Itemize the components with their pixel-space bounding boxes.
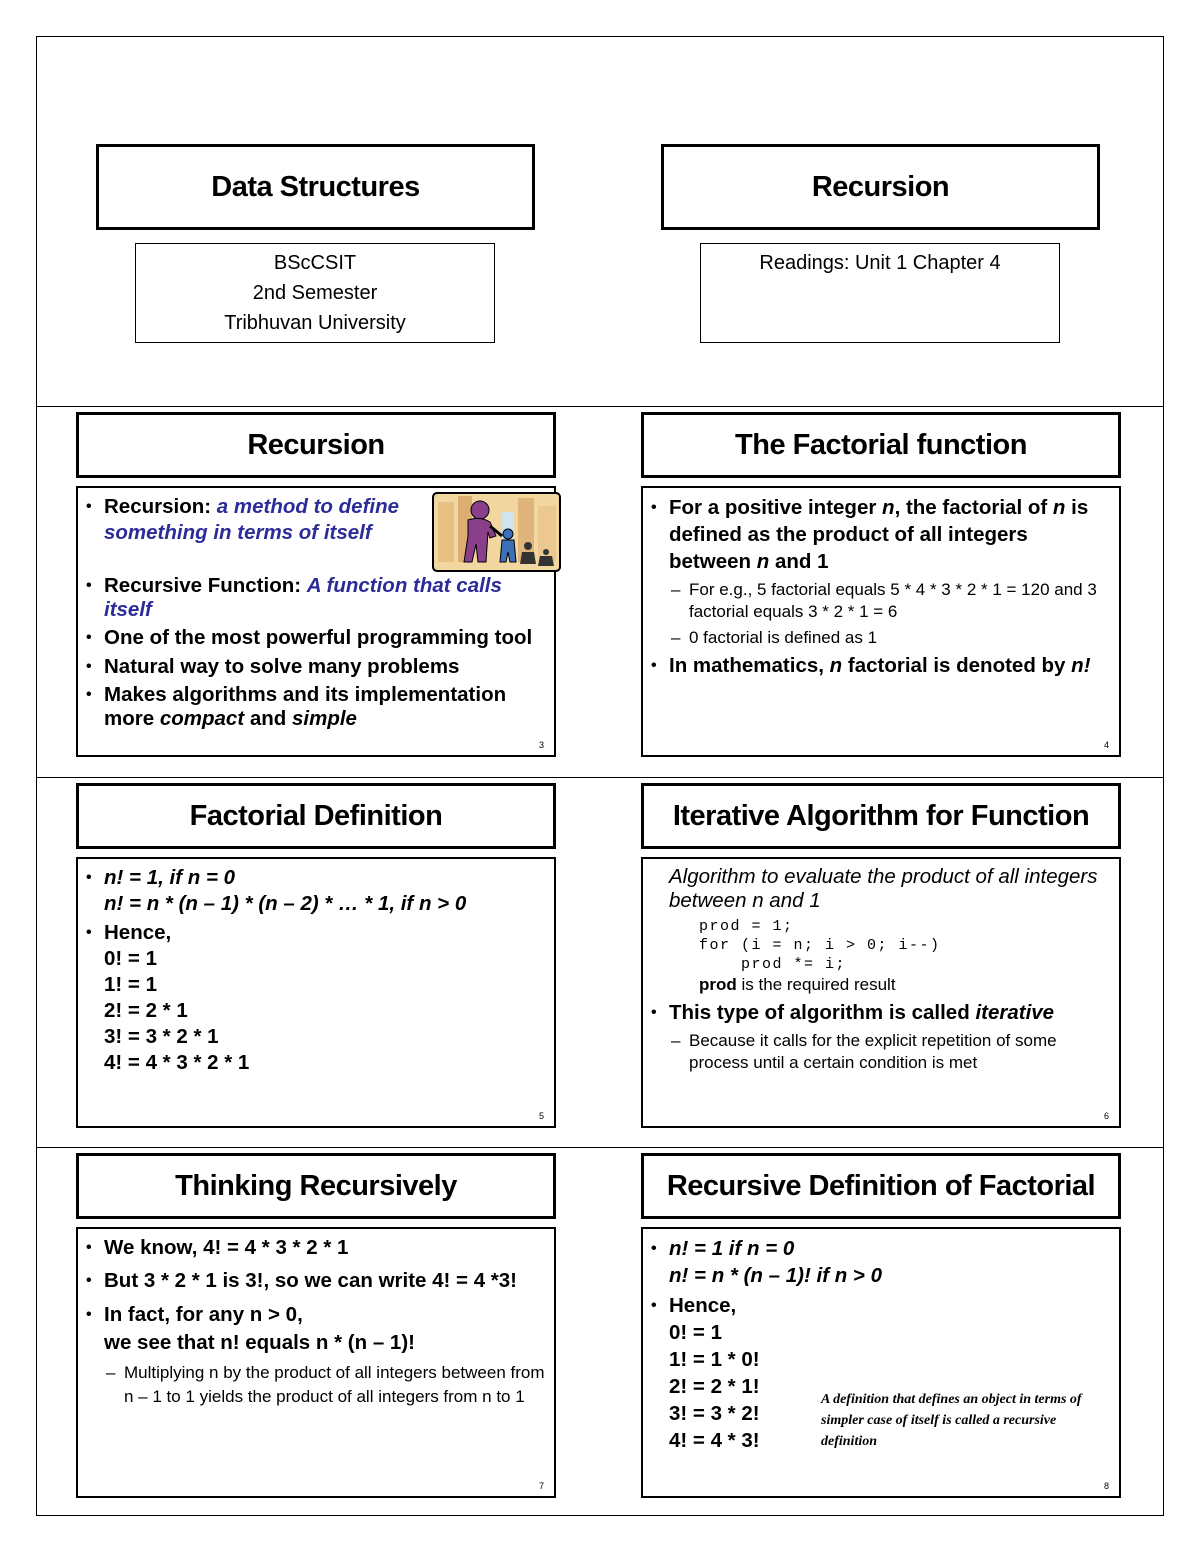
page-number: 8 xyxy=(1103,1481,1109,1491)
slide2-reading: Readings: Unit 1 Chapter 4 xyxy=(759,252,1001,274)
slide8-value: 1! = 1 * 0! xyxy=(669,1348,760,1371)
slide7-title: Thinking Recursively xyxy=(76,1153,556,1219)
slide6-bullet xyxy=(651,1000,1111,1026)
slide6-b1-a: This type of algorithm is called xyxy=(669,1001,970,1024)
slide1-line: BScCSIT xyxy=(273,252,357,274)
slide3-bullet: • Natural way to solve many problems xyxy=(86,654,546,680)
slide4-b2-n: n xyxy=(829,654,843,677)
slide5-value: 2! = 2 * 1 xyxy=(104,999,188,1022)
slide4-b1-b: , the factorial of xyxy=(894,496,1048,519)
slide6-sub1: – Because it calls for the explicit repetition of some process until a certain condition is met xyxy=(651,1030,1111,1074)
slide3-b5-c: and xyxy=(249,707,287,730)
slide7-bullet xyxy=(86,1301,546,1357)
slide5-content xyxy=(76,857,556,1128)
slide8-value: 2! = 2 * 1! xyxy=(669,1375,760,1398)
slide7-bullet: • We know, 4! = 4 * 3 * 2 * 1 xyxy=(86,1235,546,1261)
row-divider xyxy=(36,777,1164,778)
slide1-line: 2nd Semester xyxy=(252,282,378,304)
slide3-b1-text: a method to define something in terms of itself xyxy=(104,495,400,544)
slide7-bullet: • But 3 * 2 * 1 is 3!, so we can write 4! = 4 *3! xyxy=(86,1268,546,1294)
slide5-def2: n! = n * (n – 1) * (n – 2) * … * 1, if n > 0 xyxy=(104,892,467,915)
slide4-b1-n3: n xyxy=(756,550,770,573)
slide5-value: 3! = 3 * 2 * 1 xyxy=(104,1025,219,1048)
slide8-value: 0! = 1 xyxy=(669,1321,722,1344)
family-clipart-icon xyxy=(432,492,562,574)
slide7-b3-a: • In fact, for any n > 0, xyxy=(104,1303,303,1326)
slide1-line: Tribhuvan University xyxy=(224,312,406,334)
slide8-def2: n! = n * (n – 1)! if n > 0 xyxy=(669,1264,882,1287)
slide8-hence: • Hence, xyxy=(669,1294,737,1317)
slide3-b2-label: Recursive Function: xyxy=(104,574,302,597)
slide3-title: Recursion xyxy=(76,412,556,478)
slide4-b1-c: is defined as the product of all integers between xyxy=(669,496,1089,573)
slide5-value: 1! = 1 xyxy=(104,973,157,996)
slide2-subtitle-box xyxy=(700,243,1060,343)
page-number: 4 xyxy=(1103,740,1109,750)
slide3-b5-a: Makes algorithms and its implementation more xyxy=(104,683,507,730)
slide6-content xyxy=(641,857,1121,1128)
row-divider xyxy=(36,406,1164,407)
slide8-title: Recursive Definition of Factorial xyxy=(641,1153,1121,1219)
slide4-b1-n: n xyxy=(882,496,895,519)
slide2-title: Recursion xyxy=(661,144,1100,230)
code-line: prod *= i; xyxy=(699,956,847,973)
slide6-intro: Algorithm to evaluate the product of all integers between n and 1 xyxy=(669,865,1098,912)
slide3-b5-d: simple xyxy=(292,707,357,730)
slide7-b3-b: we see that n! equals n * (n – 1)! xyxy=(104,1331,415,1354)
slide4-b1-d: and 1 xyxy=(774,550,829,573)
slide4-b2-b: factorial is denoted by xyxy=(847,654,1066,677)
page-number: 5 xyxy=(538,1111,544,1121)
code-line: prod = 1; xyxy=(699,918,794,935)
slide6-code xyxy=(651,917,1111,974)
page-number: 7 xyxy=(538,1481,544,1491)
slide5-title: Factorial Definition xyxy=(76,783,556,849)
code-line: for (i = n; i > 0; i--) xyxy=(699,937,941,954)
slide5-def1: • n! = 1, if n = 0 xyxy=(104,866,236,889)
slide5-value: 0! = 1 xyxy=(104,947,157,970)
slide4-title: The Factorial function xyxy=(641,412,1121,478)
slide1-title: Data Structures xyxy=(96,144,535,230)
slide6-result-var: prod xyxy=(699,975,737,994)
slide7-content xyxy=(76,1227,556,1498)
slide5-hence: • Hence, xyxy=(104,921,172,944)
slide8-def1: • n! = 1 if n = 0 xyxy=(669,1237,795,1260)
slide5-value: 4! = 4 * 3 * 2 * 1 xyxy=(104,1051,250,1074)
slide8-content xyxy=(641,1227,1121,1498)
slide3-bullet xyxy=(86,574,546,622)
slide8-note: A definition that defines an object in terms of simpler case of itself is called a recursive definition xyxy=(821,1392,1082,1449)
slide4-bullet xyxy=(651,494,1111,575)
slide1-subtitle-box xyxy=(135,243,495,343)
slide3-bullet: • One of the most powerful programming tool xyxy=(86,625,546,651)
slide3-bullet xyxy=(86,683,546,731)
slide4-sub1: – For e.g., 5 factorial equals 5 * 4 * 3 * 2 * 1 = 120 and 3 factorial equals 3 * 2 * 1 = 6 xyxy=(651,579,1111,623)
slide5-bullet xyxy=(86,865,546,917)
slide6-b1-b: iterative xyxy=(975,1001,1055,1024)
slide5-bullet xyxy=(86,920,546,1076)
slide6-result xyxy=(651,974,1111,996)
slide8-value: 4! = 4 * 3! xyxy=(669,1429,760,1452)
slide4-b2-a: In mathematics, xyxy=(669,654,824,677)
slide8-value: 3! = 3 * 2! xyxy=(669,1402,760,1425)
slide4-bullet xyxy=(651,653,1111,679)
page-number: 3 xyxy=(538,740,544,750)
slide4-sub2: – 0 factorial is defined as 1 xyxy=(651,627,1111,649)
page-number: 6 xyxy=(1103,1111,1109,1121)
slide3-b5-b: compact xyxy=(159,707,245,730)
row-divider xyxy=(36,1147,1164,1148)
slide8-bullet xyxy=(651,1235,1111,1289)
slide6-title: Iterative Algorithm for Function xyxy=(641,783,1121,849)
slide4-b1-a: For a positive integer xyxy=(669,496,877,519)
slide7-sub1: – Multiplying n by the product of all integers between from n – 1 to 1 yields the product of all integers from n to 1 xyxy=(86,1361,546,1409)
slide4-b1-n2: n xyxy=(1052,496,1066,519)
slide3-b1-label: Recursion: xyxy=(104,495,212,518)
slide3-b2-text: A function that calls itself xyxy=(104,574,502,621)
slide6-result-text: is the required result xyxy=(741,975,896,994)
slide4-content xyxy=(641,486,1121,757)
slide4-b2-c: n! xyxy=(1071,654,1091,677)
